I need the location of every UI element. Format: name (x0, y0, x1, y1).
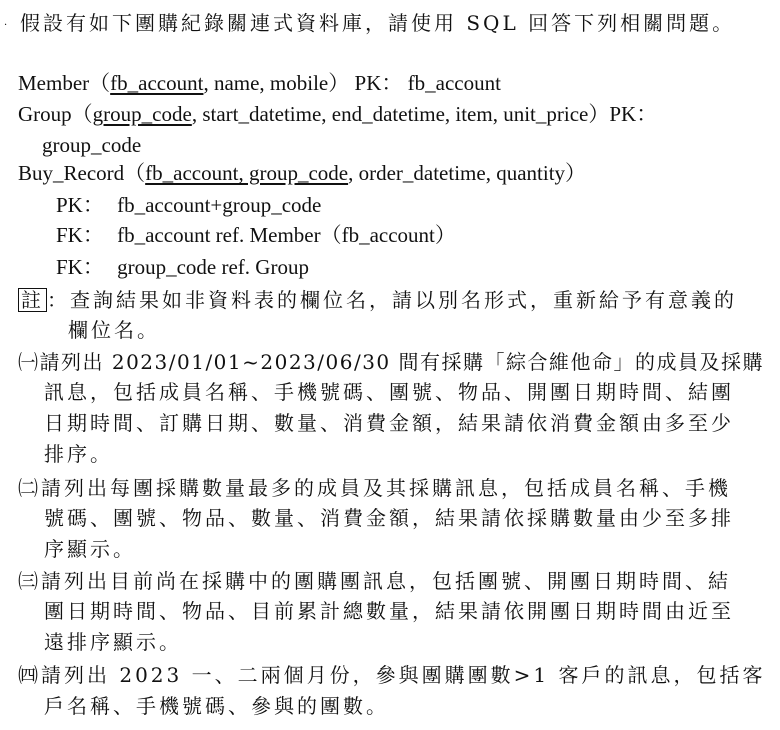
group-key: group_code (92, 102, 192, 126)
member-key: fb_account (110, 71, 204, 95)
buy-record-fk2-label: FK： (56, 255, 104, 279)
schema-member: Member（fb_account, name, mobile） PK： fb_account (18, 71, 501, 95)
question-1-number: ㈠ (18, 350, 40, 374)
buy-record-pk (56, 192, 321, 218)
question-1-line-4: 排序。 (44, 442, 113, 466)
question-4-line-2: 戶名稱、手機號碼、參與的團數。 (44, 694, 389, 718)
schema-buy-record: Buy_Record（fb_account, group_code, order_datetime, quantity） (18, 161, 587, 185)
question-3-line-1: ㈢請列出目前尚在採購中的團購團訊息，包括團號、開團日期時間、結 (18, 569, 731, 593)
group-table-name: Group (18, 102, 72, 126)
question-2-line-3: 序顯示。 (44, 537, 136, 561)
question-2-line-1: ㈡請列出每團採購數量最多的成員及其採購訊息，包括成員名稱、手機 (18, 476, 731, 500)
question-2-number: ㈡ (18, 476, 41, 500)
question-1-line-3: 日期時間、訂購日期、數量、消費金額，結果請依消費金額由多至少 (44, 411, 734, 435)
note-line-2: 欄位名。 (68, 318, 160, 342)
buy-record-fk1-value: fb_account ref. Member（fb_account） (117, 223, 456, 247)
question-3-line-2: 團日期時間、物品、目前累計總數量，結果請依開團日期時間由近至 (44, 599, 734, 623)
member-pk-value: fb_account (407, 71, 501, 95)
question-3-line-3: 遠排序顯示。 (44, 630, 182, 654)
member-table-name: Member (18, 71, 90, 95)
question-4-number: ㈣ (18, 663, 41, 687)
buy-record-fk1 (56, 222, 456, 248)
group-pk-value: group_code (42, 133, 142, 157)
question-1-line-1: ㈠請列出 2023/01/01~2023/06/30 間有採購「綜合維他命」的成員及採購 (18, 350, 765, 374)
schema-group: Group（group_code, start_datetime, end_datetime, item, unit_price）PK： (18, 102, 658, 126)
question-3-number: ㈢ (18, 569, 41, 593)
margin-mark: · (4, 20, 8, 31)
note-line-1: 註 ：查詢結果如非資料表的欄位名，請以別名形式，重新給予有意義的 (18, 287, 737, 313)
buy-record-fk2 (56, 254, 309, 280)
group-pk-label: PK： (609, 102, 658, 126)
note-label-box: 註 (18, 288, 47, 312)
buy-record-table-name: Buy_Record (18, 161, 125, 185)
question-4-line-1: ㈣請列出 2023 一、二兩個月份，參與團購團數>1 客戶的訊息，包括客 (18, 663, 766, 687)
buy-record-key: fb_account, group_code (145, 161, 349, 185)
buy-record-fk2-value: group_code ref. Group (117, 255, 309, 279)
buy-record-pk-value: fb_account+group_code (117, 193, 322, 217)
question-1-line-2: 訊息，包括成員名稱、手機號碼、團號、物品、開團日期時間、結團 (44, 380, 734, 404)
buy-record-pk-label: PK： (56, 193, 104, 217)
member-pk-label: PK： (354, 71, 403, 95)
intro-text: 假設有如下團購紀錄關連式資料庫，請使用 SQL 回答下列相關問題。 (20, 11, 736, 35)
question-2-line-2: 號碼、團號、物品、數量、消費金額，結果請依採購數量由少至多排 (44, 506, 734, 530)
buy-record-fk1-label: FK： (56, 223, 104, 247)
